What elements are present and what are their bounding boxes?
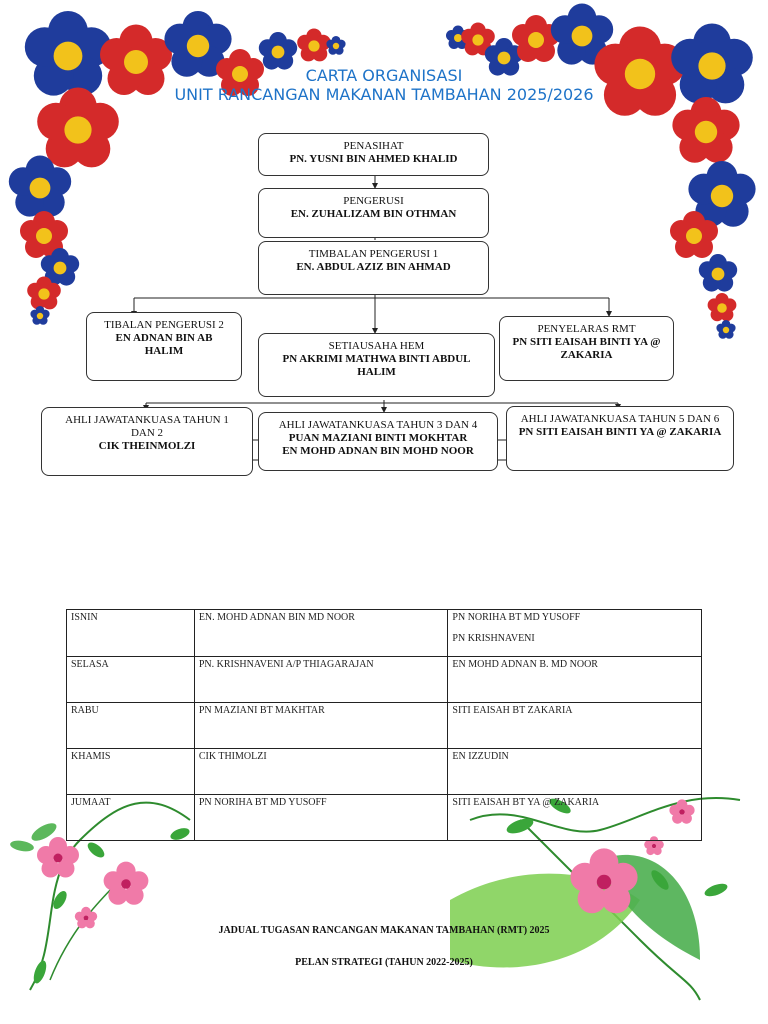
org-box-penyelaras [499, 316, 674, 381]
table-cell-day: JUMAAT [67, 795, 195, 841]
table-cell-officer: CIK THIMOLZI [194, 749, 448, 795]
table-row [67, 703, 702, 749]
org-box-ajk-tahun-3-4 [258, 412, 498, 471]
org-box-timbalan-pengerusi-2 [86, 312, 242, 381]
org-role: TIMBALAN PENGERUSI 1 [308, 248, 439, 260]
table-cell-day: SELASA [67, 657, 195, 703]
org-box-timbalan-pengerusi-1 [258, 241, 489, 295]
org-role: PENASIHAT [343, 140, 404, 152]
org-box-pengerusi [258, 188, 489, 238]
org-name: PN. YUSNI BIN AHMED KHALID [289, 153, 458, 165]
officer-name: PN KRISHNAVENI [452, 633, 535, 644]
table-row [67, 657, 702, 703]
table-cell-day: KHAMIS [67, 749, 195, 795]
chart-title-line1: CARTA ORGANISASI [305, 66, 463, 85]
org-role: TIBALAN PENGERUSI 2 [104, 319, 224, 331]
org-role: AHLI JAWATANKUASA TAHUN 1 DAN 2 [65, 414, 229, 439]
table-cell-officer: PN NORIHA BT MD YUSOFF [194, 795, 448, 841]
chart-title-line2: UNIT RANCANGAN MAKANAN TAMBAHAN 2025/2026 [174, 85, 594, 104]
org-box-ajk-tahun-1-2 [41, 407, 253, 476]
org-name: EN ADNAN BIN AB HALIM [115, 332, 213, 357]
table-row [67, 795, 702, 841]
org-name: EN. ZUHALIZAM BIN OTHMAN [290, 208, 457, 220]
org-role: AHLI JAWATANKUASA TAHUN 3 DAN 4 [278, 419, 478, 431]
table-row [67, 610, 702, 657]
table-cell-officer: EN MOHD ADNAN B. MD NOOR [448, 657, 702, 703]
officer-name: PN NORIHA BT MD YUSOFF [452, 612, 581, 623]
table-cell-officer: EN IZZUDIN [448, 749, 702, 795]
org-role: PENGERUSI [343, 195, 404, 207]
org-name: CIK THEINMOLZI [98, 440, 196, 452]
org-role: PENYELARAS RMT [537, 323, 636, 335]
org-box-setiausaha [258, 333, 495, 397]
org-name: PN SITI EAISAH BINTI YA @ ZAKARIA [512, 336, 661, 361]
org-box-ajk-tahun-5-6 [506, 406, 734, 471]
org-box-penasihat [258, 133, 489, 176]
table-cell-day: RABU [67, 703, 195, 749]
footer-subtitle: PELAN STRATEGI (TAHUN 2022-2025) [295, 957, 473, 968]
footer-title: JADUAL TUGASAN RANCANGAN MAKANAN TAMBAHAN (RMT) 2025 [218, 925, 550, 936]
table-cell-officer: EN. MOHD ADNAN BIN MD NOOR [194, 610, 448, 657]
org-name: EN. ABDUL AZIZ BIN AHMAD [296, 261, 451, 273]
org-role: AHLI JAWATANKUASA TAHUN 5 DAN 6 [520, 413, 720, 425]
table-cell-officer: PN. KRISHNAVENI A/P THIAGARAJAN [194, 657, 448, 703]
table-cell-officer: SITI EAISAH BT YA @ ZAKARIA [448, 795, 702, 841]
org-name: PUAN MAZIANI BINTI MOKHTAR [288, 432, 468, 444]
table-cell-day: ISNIN [67, 610, 195, 657]
org-name: PN AKRIMI MATHWA BINTI ABDUL HALIM [282, 353, 471, 378]
table-cell-officer: SITI EAISAH BT ZAKARIA [448, 703, 702, 749]
duty-roster-table [66, 609, 702, 841]
org-name: PN SITI EAISAH BINTI YA @ ZAKARIA [518, 426, 722, 438]
table-cell-officer: PN MAZIANI BT MAKHTAR [194, 703, 448, 749]
org-role: SETIAUSAHA HEM [328, 340, 425, 352]
table-row [67, 749, 702, 795]
table-cell-officer [448, 610, 702, 657]
org-name: EN MOHD ADNAN BIN MOHD NOOR [282, 445, 474, 457]
